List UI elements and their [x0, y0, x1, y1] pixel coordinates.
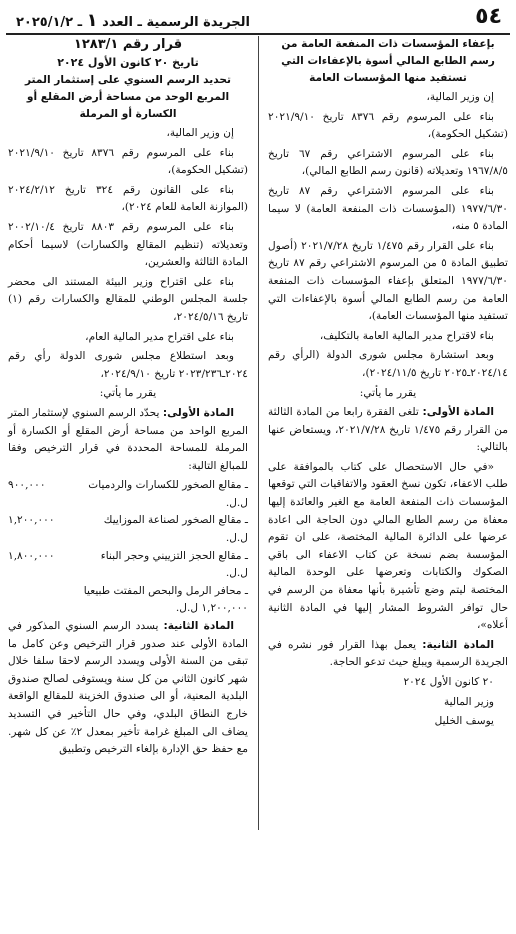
fee-item-label: ـ محافر الرمل والبحص المفتت طبيعيا — [83, 584, 248, 597]
right-article-1-text: تلغى الفقرة رابعا من المادة الثالثة من القرار رقم ١/٤٧٥ تاريخ ٢٠٢١/٧/٢٨، ويستعاض عنها بالتالي: — [268, 406, 508, 454]
fee-item-label: ـ مقالع الصخور للكسارات والردميات — [88, 479, 248, 492]
right-clause-4: بناء على القرار رقم ١/٤٧٥ تاريخ ٢٠٢١/٧/٢٨ (أصول تطبيق المادة ٥ من المرسوم الاشتراعي رقم ٨٧ تاريخ ١٩٧٧/٦/٣٠ المتعلق بإعفاء المؤسسات ذات المنفعة العامة من رسم الطابع المالي أسوة بالإعفاءات التي تستفيد منها المؤسسات العامة)، — [268, 239, 509, 323]
fee-item-unit: ل.ل. — [225, 532, 248, 545]
fee-item-label: ـ مقالع الحجز التزييني وحجر البناء — [100, 549, 248, 562]
issue-number: ١ — [86, 10, 98, 31]
right-date-line: ٢٠ كانون الأول ٢٠٢٤ — [403, 676, 494, 688]
left-article-2 — [8, 618, 248, 759]
journal-title — [16, 10, 250, 31]
fee-item-unit: ل.ل. — [225, 496, 248, 509]
right-article-1 — [268, 404, 508, 457]
left-decision-number: قرار رقم ١٢٨٣/١ — [73, 37, 183, 52]
journal-name: الجريدة الرسمية ـ العدد — [102, 15, 251, 30]
left-article-1 — [8, 405, 248, 475]
right-decides: يقرر ما يأتي: — [359, 386, 417, 399]
fee-item-amount: ١,٢٠٠,٠٠٠ — [201, 602, 248, 615]
fee-item — [8, 477, 248, 512]
left-article-1-label: المادة الأولى: — [162, 406, 235, 419]
right-decision-title: بإعفاء المؤسسات ذات المنفعة العامة من رسم الطابع المالي أسوة بالإعفاءات التي تستفيد منها المؤسسات العامة — [281, 38, 495, 84]
right-signature-name: يوسف الخليل — [434, 715, 494, 728]
right-signature-title: وزير المالية — [443, 695, 494, 708]
fee-item — [8, 583, 248, 618]
column-separator — [258, 36, 259, 830]
right-article-2-text: يعمل بهذا القرار فور نشره في الجريدة الرسمية ويبلغ حيث تدعو الحاجة. — [268, 638, 508, 669]
fee-item — [8, 548, 248, 583]
left-decision-title: تحديد الرسم السنوي على إستثمار المتر المربع الوحد من مساحة أرض المقلع أو الكسارة أو المرملة — [24, 74, 232, 120]
left-clause-5: بناء على اقتراح مدير المالية العام، — [85, 330, 234, 343]
issue-date: ـ ٢٠٢٥/١/٢ — [16, 15, 83, 30]
header-rule — [6, 33, 510, 35]
left-decision-date: تاريخ ٢٠ كانون الأول ٢٠٢٤ — [57, 56, 199, 69]
right-article-1-label: المادة الأولى: — [422, 406, 494, 419]
right-column — [268, 36, 508, 733]
right-clause-6: وبعد استشارة مجلس شورى الدولة (الرأي رقم ٢٠٢٤/١٤ـ٢٠٢٥ تاريخ ٢٠٢٤/١١/٥)، — [268, 349, 508, 379]
left-clause-6: وبعد استطلاع مجلس شورى الدولة رأي رقم ٢٠٢٤ـ٢٠٢٣/٢٣٦ تاريخ ٢٠٢٤/٩/١٠، — [8, 350, 248, 380]
fee-list — [8, 477, 248, 618]
left-clause-1: بناء على المرسوم رقم ٨٣٧٦ تاريخ ٢٠٢١/٩/١٠ (تشكيل الحكومة)، — [8, 146, 248, 177]
fee-item-unit: ل.ل. — [175, 602, 199, 615]
right-clause-5: بناء لاقتراح مدير المالية العامة بالتكليف، — [319, 329, 494, 342]
fee-item-amount: ١,٨٠٠,٠٠٠ — [8, 549, 55, 562]
left-clause-3: بناء على المرسوم رقم ٨٨٠٣ تاريخ ٢٠٠٢/١٠/٤ وتعديلاته (تنظيم المقالع والكسارات) لاسيما أحكام المادة الثالثة والعشرين، — [8, 220, 248, 269]
right-article-quote: «في حال الاستحصال على كتاب بالموافقة على طلب الاعفاء، تكون نسخ العقود والاتفاقيات التي توقعها المؤسسات ذات المنفعة العامة مع الغير والعائدة إليها معفاة من رسم الطابع المالي دون الحاجة الى اعادة عرضها على الدائرة المالية المختصة، على ان تقوم المؤسسة بضم نسخة عن كتاب الاعفاء الى باقي الصكوك والكتابات وتعرضها على الوحدة المالية المختصة ليتم وضع تأشيرة بأنها معفاة من الرسم في حال توافر الشروط المشار إليها في المادة الثانية أعلاه»، — [268, 460, 508, 632]
right-clause-1: بناء على المرسوم رقم ٨٣٧٦ تاريخ ٢٠٢١/٩/١٠ (تشكيل الحكومة)، — [268, 110, 508, 141]
right-article-2-label: المادة الثانية: — [422, 638, 494, 651]
left-clause-4: بناء على اقتراح وزير البيئة المستند الى محضر جلسة المجلس الوطني للمقالع والكسارات رقم (١) تاريخ ٢٠٢٤/٥/١٦، — [8, 275, 248, 323]
fee-item-unit: ل.ل. — [225, 567, 248, 580]
right-clause-3: بناء على المرسوم الاشتراعي رقم ٨٧ تاريخ ١٩٧٧/٦/٣٠ (المؤسسات ذات المنفعة العامة) لا سيما المادة ٥ منه، — [268, 184, 508, 233]
fee-item — [8, 512, 248, 547]
page-number: ٥٤ — [475, 4, 502, 29]
fee-item-amount: ٩٠٠,٠٠٠ — [8, 479, 46, 492]
page-header — [8, 4, 508, 32]
left-article-2-label: المادة الثانية: — [163, 620, 234, 633]
left-article-1-text: يحدّد الرسم السنوي لإستثمار المتر المربع الواحد من مساحة أرض المقلع أو الكسارة أو المرملة للمساحة المحددة في قرار الترخيص وفقا للمبالغ التالية: — [8, 406, 248, 472]
left-preamble-minister: إن وزير المالية، — [166, 127, 234, 139]
fee-item-label: ـ مقالع الصخور لصناعة الموزاييك — [103, 514, 248, 527]
left-decides: يقرر ما يأتي: — [99, 387, 157, 400]
right-article-2 — [268, 637, 508, 672]
right-preamble-minister: إن وزير المالية، — [426, 91, 494, 103]
left-article-2-text: يسدد الرسم السنوي المذكور في المادة الأولى عند صدور قرار الترخيص وعن كامل ما تبقى من السنة الأولى ويسدد الرسم لاحقا سلفا خلال شهر كانون الثاني من كل سنة ويستوفى لصالح صندوق البلدية المعنية، أو الى صندوق الخزينة للمقالع الواقعة خارج النطاق البلدي، وفي حال التأخير في التسديد يضاف الى المبلغ غرامة تأخير بمعدل ٢٪ عن كل شهر. مع حفظ حق الإدارة بإلغاء الترخيص وتطبيق — [8, 620, 248, 756]
left-column — [8, 36, 248, 761]
fee-item-amount: ١,٢٠٠,٠٠٠ — [8, 514, 55, 527]
right-clause-2: بناء على المرسوم الاشتراعي رقم ٦٧ تاريخ ١٩٦٧/٨/٥ وتعديلاته (قانون رسم الطابع المالي)، — [268, 147, 508, 178]
left-clause-2: بناء على القانون رقم ٣٢٤ تاريخ ٢٠٢٤/٢/١٢ (الموازنة العامة للعام ٢٠٢٤)، — [8, 183, 248, 214]
